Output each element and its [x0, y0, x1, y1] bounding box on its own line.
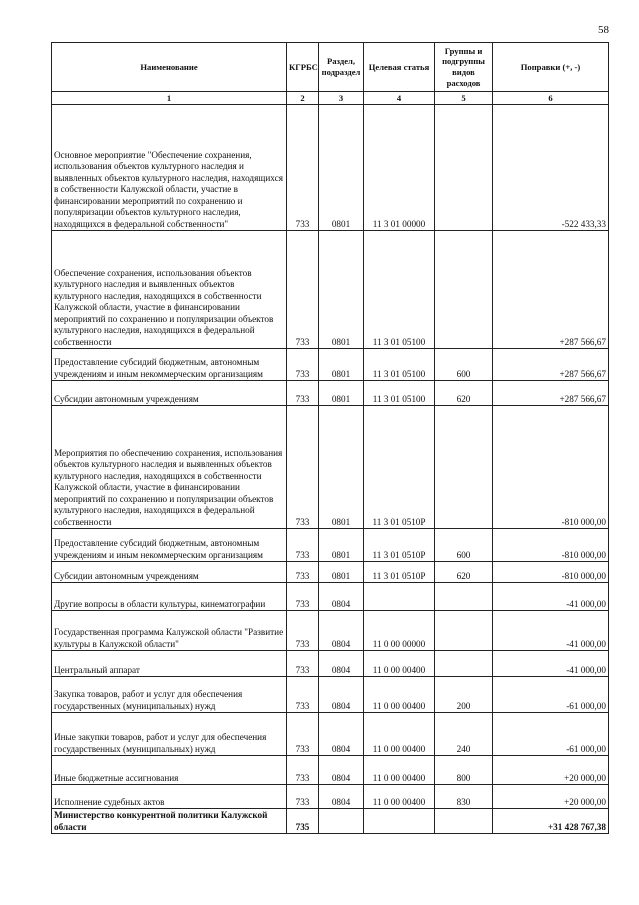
row-section: 0801 — [319, 231, 364, 349]
row-expense-group: 620 — [435, 381, 493, 406]
row-kgrbs: 733 — [287, 231, 319, 349]
table-row — [52, 713, 609, 756]
row-section — [319, 809, 364, 834]
row-name: Иные бюджетные ассигнования — [52, 756, 287, 785]
column-number: 4 — [364, 92, 435, 105]
row-section: 0801 — [319, 349, 364, 381]
row-section: 0804 — [319, 583, 364, 611]
row-name: Субсидии автономным учреждениям — [52, 562, 287, 583]
table-row — [52, 406, 609, 529]
row-section: 0804 — [319, 677, 364, 713]
row-section: 0801 — [319, 105, 364, 231]
table-row — [52, 809, 609, 834]
row-expense-group: 600 — [435, 349, 493, 381]
row-target-article: 11 3 01 0510Р — [364, 562, 435, 583]
table-row — [52, 611, 609, 651]
header-amendments: Поправки (+, -) — [493, 43, 609, 92]
row-kgrbs: 733 — [287, 611, 319, 651]
row-section: 0804 — [319, 651, 364, 677]
table-row — [52, 529, 609, 562]
row-expense-group — [435, 406, 493, 529]
row-name: Центральный аппарат — [52, 651, 287, 677]
row-amendment-amount: -61 000,00 — [493, 713, 609, 756]
row-amendment-amount: -41 000,00 — [493, 611, 609, 651]
row-expense-group — [435, 105, 493, 231]
table-row — [52, 785, 609, 809]
table-row — [52, 231, 609, 349]
row-expense-group: 200 — [435, 677, 493, 713]
row-name: Субсидии автономным учреждениям — [52, 381, 287, 406]
row-amendment-amount: -810 000,00 — [493, 406, 609, 529]
row-expense-group: 240 — [435, 713, 493, 756]
row-expense-group: 800 — [435, 756, 493, 785]
row-kgrbs: 733 — [287, 349, 319, 381]
row-section: 0801 — [319, 562, 364, 583]
row-expense-group — [435, 231, 493, 349]
row-name: Обеспечение сохранения, использования объектов культурного наследия и выявленных объектов культурного наследия, находящихся в собственности Калужской области, участие в финансировании мероприятий по сохранению и популяризации объектов культурного наследия, находящихся в федеральной собственности — [52, 231, 287, 349]
header-target: Целевая статья — [364, 43, 435, 92]
row-name: Государственная программа Калужской области "Развитие культуры в Калужской области" — [52, 611, 287, 651]
row-kgrbs: 735 — [287, 809, 319, 834]
row-target-article: 11 0 00 00400 — [364, 785, 435, 809]
column-number: 3 — [319, 92, 364, 105]
row-expense-group: 620 — [435, 562, 493, 583]
row-kgrbs: 733 — [287, 105, 319, 231]
row-section: 0801 — [319, 381, 364, 406]
row-section: 0804 — [319, 785, 364, 809]
row-expense-group — [435, 583, 493, 611]
header-row — [52, 43, 609, 92]
row-name: Другие вопросы в области культуры, кинематографии — [52, 583, 287, 611]
row-kgrbs: 733 — [287, 406, 319, 529]
row-target-article: 11 3 01 00000 — [364, 105, 435, 231]
column-number: 5 — [435, 92, 493, 105]
row-kgrbs: 733 — [287, 583, 319, 611]
column-number: 2 — [287, 92, 319, 105]
row-amendment-amount: -810 000,00 — [493, 529, 609, 562]
row-name: Предоставление субсидий бюджетным, автономным учреждениям и иным некоммерческим организациям — [52, 349, 287, 381]
row-name: Основное мероприятие "Обеспечение сохранения, использования объектов культурного наследия и выявленных объектов культурного наследия, находящихся в собственности Калужской области, участие в финансировании мероприятий по сохранению и популяризации объектов культурного наследия, находящихся в федеральной собственности" — [52, 105, 287, 231]
row-amendment-amount: +31 428 767,38 — [493, 809, 609, 834]
budget-table — [51, 42, 609, 834]
table-row — [52, 651, 609, 677]
row-amendment-amount: -522 433,33 — [493, 105, 609, 231]
row-section: 0801 — [319, 529, 364, 562]
row-section: 0804 — [319, 713, 364, 756]
row-amendment-amount: +287 566,67 — [493, 349, 609, 381]
column-number-row — [52, 92, 609, 105]
row-expense-group — [435, 611, 493, 651]
row-amendment-amount: +20 000,00 — [493, 785, 609, 809]
row-amendment-amount: -41 000,00 — [493, 583, 609, 611]
row-expense-group: 830 — [435, 785, 493, 809]
row-target-article: 11 3 01 0510Р — [364, 529, 435, 562]
row-target-article: 11 0 00 00400 — [364, 651, 435, 677]
column-number: 6 — [493, 92, 609, 105]
table-row — [52, 583, 609, 611]
row-target-article: 11 3 01 05100 — [364, 381, 435, 406]
table-row — [52, 756, 609, 785]
row-amendment-amount: +287 566,67 — [493, 231, 609, 349]
row-amendment-amount: -41 000,00 — [493, 651, 609, 677]
row-expense-group — [435, 809, 493, 834]
row-kgrbs: 733 — [287, 381, 319, 406]
table-row — [52, 105, 609, 231]
table-row — [52, 562, 609, 583]
row-target-article: 11 0 00 00400 — [364, 713, 435, 756]
row-amendment-amount: -61 000,00 — [493, 677, 609, 713]
row-name: Министерство конкурентной политики Калужской области — [52, 809, 287, 834]
page-number: 58 — [598, 24, 609, 36]
header-kgrbs: КГРБС — [287, 43, 319, 92]
row-target-article: 11 0 00 00400 — [364, 756, 435, 785]
row-target-article: 11 3 01 05100 — [364, 231, 435, 349]
row-expense-group: 600 — [435, 529, 493, 562]
row-amendment-amount: +20 000,00 — [493, 756, 609, 785]
row-name: Исполнение судебных актов — [52, 785, 287, 809]
table-row — [52, 381, 609, 406]
header-groups: Группы и подгруппы видов расходов — [435, 43, 493, 92]
row-expense-group — [435, 651, 493, 677]
row-target-article: 11 3 01 05100 — [364, 349, 435, 381]
table-row — [52, 349, 609, 381]
table-row — [52, 677, 609, 713]
header-section: Раздел, подраздел — [319, 43, 364, 92]
row-kgrbs: 733 — [287, 785, 319, 809]
row-kgrbs: 733 — [287, 562, 319, 583]
row-amendment-amount: -810 000,00 — [493, 562, 609, 583]
row-section: 0801 — [319, 406, 364, 529]
row-target-article: 11 0 00 00000 — [364, 611, 435, 651]
row-kgrbs: 733 — [287, 651, 319, 677]
row-name: Закупка товаров, работ и услуг для обеспечения государственных (муниципальных) нужд — [52, 677, 287, 713]
row-section: 0804 — [319, 756, 364, 785]
header-name: Наименование — [52, 43, 287, 92]
row-kgrbs: 733 — [287, 677, 319, 713]
row-target-article: 11 3 01 0510Р — [364, 406, 435, 529]
row-section: 0804 — [319, 611, 364, 651]
row-target-article — [364, 809, 435, 834]
row-kgrbs: 733 — [287, 713, 319, 756]
row-kgrbs: 733 — [287, 756, 319, 785]
row-name: Мероприятия по обеспечению сохранения, использования объектов культурного наследия и выявленных объектов культурного наследия, находящихся в собственности Калужской области, участие в финансировании мероприятий по сохранению и популяризации объектов культурного наследия, находящихся в федеральной собственности — [52, 406, 287, 529]
column-number: 1 — [52, 92, 287, 105]
row-amendment-amount: +287 566,67 — [493, 381, 609, 406]
row-name: Иные закупки товаров, работ и услуг для обеспечения государственных (муниципальных) нужд — [52, 713, 287, 756]
row-target-article: 11 0 00 00400 — [364, 677, 435, 713]
row-kgrbs: 733 — [287, 529, 319, 562]
row-target-article — [364, 583, 435, 611]
row-name: Предоставление субсидий бюджетным, автономным учреждениям и иным некоммерческим организациям — [52, 529, 287, 562]
